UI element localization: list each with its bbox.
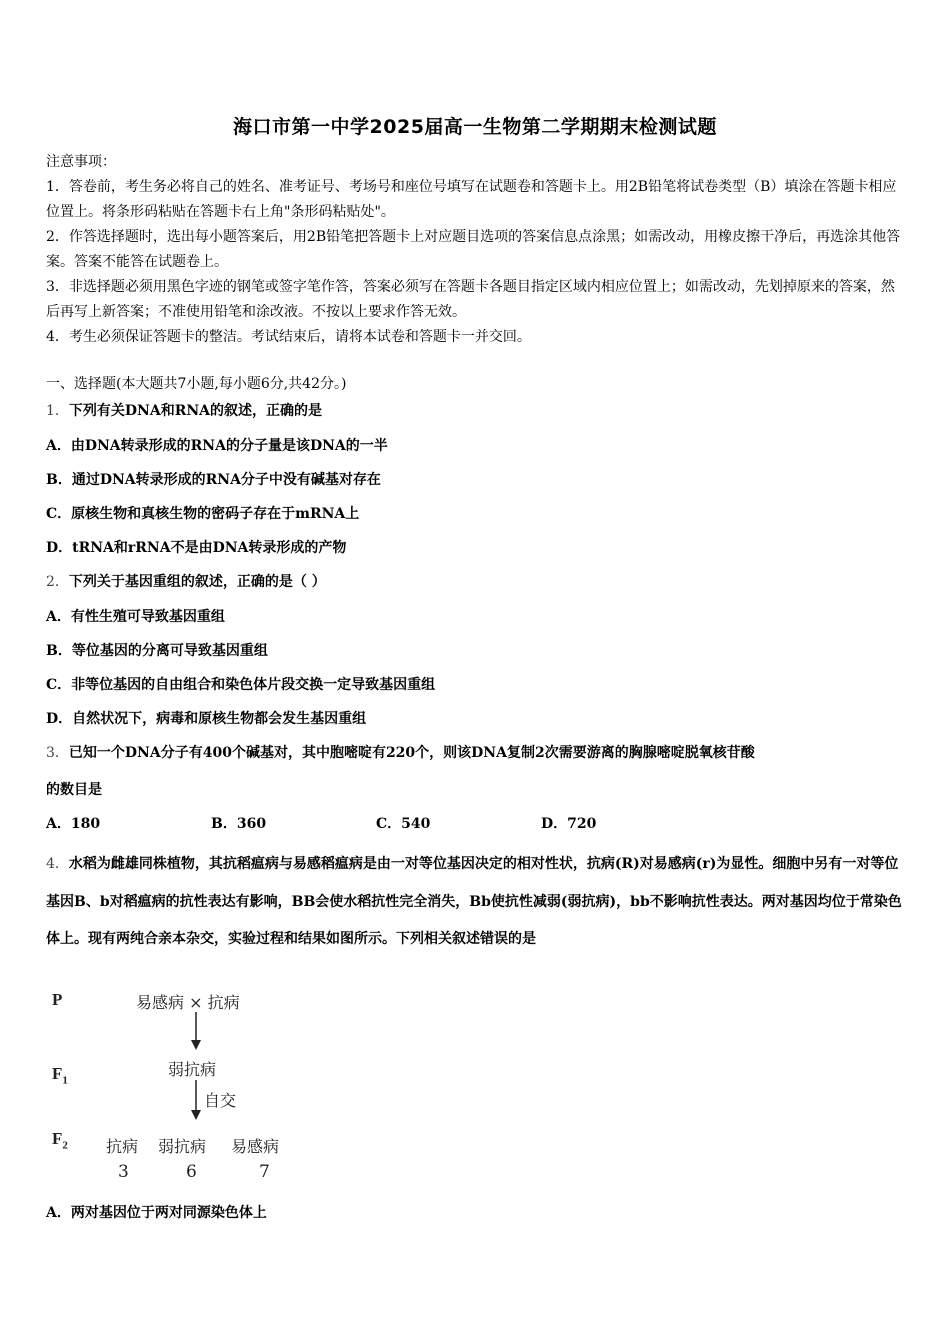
option-label: D． [46,540,73,556]
notes-item: 3．非选择题必须用黑色字迹的钢笔或签字笔作答，答案必须写在答题卡各题目指定区域内相应位置上；如需改动，先划掉原来的答案，然后再写上新答案；不准使用铅笔和涂改液。不按以上要求作答无效。 [46,279,895,320]
f1-subscript: 1 [62,1074,68,1087]
arrow-down-icon [186,1012,206,1052]
option-text: 360 [236,816,267,832]
question-number: 2． [46,574,69,590]
q1-option-d[interactable] [46,537,346,557]
q3-option-a[interactable] [46,813,100,833]
arrow-down-icon [186,1080,206,1122]
page-title: 海口市第一中学2025届高一生物第二学期期末检测试题 [233,116,717,138]
q3-option-c[interactable] [376,813,430,833]
notes-item: 2．作答选择题时，选出每小题答案后，用2B铅笔把答题卡上对应题目选项的答案信息点涂黑；如需改动，用橡皮擦干净后，再选涂其他答案。答案不能答在试题卷上。 [46,229,901,270]
selfing-label: 自交 [204,1091,237,1110]
notes-item: 1．答卷前，考生务必将自己的姓名、准考证号、考场号和座位号填写在试题卷和答题卡上。用2B铅笔将试卷类型（B）填涂在答题卡相应位置上。将条形码粘贴在答题卡右上角"条形码粘贴处"。 [46,179,897,220]
notes-block [46,150,908,350]
question-4 [46,846,908,959]
q1-option-b[interactable] [46,469,381,489]
f2-subscript: 2 [62,1139,68,1152]
question-text: 下列有关DNA和RNA的叙述，正确的是 [68,403,323,419]
option-text: 由DNA转录形成的RNA的分子量是该DNA的一半 [70,438,388,454]
question-text: 水稻为雌雄同株植物，其抗稻瘟病与易感稻瘟病是由一对等位基因决定的相对性状，抗病(R)对易感病(r)为显性。细胞中另有一对等位基因B、b对稻瘟病的抗性表达有影响，BB会使水稻抗性完全消失，Bb使抗性减弱(弱抗病)，bb不影响抗性表达。两对基因均位于常染色体上。现有两纯合亲本杂交，实验过程和结果如图所示。下列相关叙述错误的是 [46,856,902,947]
question-text: 下列关于基因重组的叙述，正确的是（ ） [68,574,326,590]
option-text: 自然状况下，病毒和原核生物都会发生基因重组 [72,711,367,727]
question-number: 4． [46,856,69,872]
option-label: D． [46,711,73,727]
parental-cross: 易感病 × 抗病 [136,993,240,1012]
option-text: 等位基因的分离可导致基因重组 [71,643,268,659]
q1-option-c[interactable] [46,503,359,523]
generation-f2-label [52,1129,68,1151]
f2-count-resistant: 3 [118,1162,129,1182]
option-text: 原核生物和真核生物的密码子存在于mRNA上 [71,506,360,522]
option-text: 非等位基因的自由组合和染色体片段交换一定导致基因重组 [71,677,436,693]
question-3 [46,742,755,762]
f1-phenotype: 弱抗病 [168,1060,217,1079]
question-text: 已知一个DNA分子有400个碱基对，其中胞嘧啶有220个，则该DNA复制2次需要游离的胸腺嘧啶脱氧核苷酸 [68,745,755,761]
q4-option-a[interactable] [46,1202,267,1222]
f2-phenotype-susceptible: 易感病 [231,1137,280,1156]
option-text: 两对基因位于两对同源染色体上 [70,1205,267,1221]
option-label: A． [46,438,71,454]
generation-f1-label [52,1064,68,1086]
option-text: 有性生殖可导致基因重组 [70,609,225,625]
option-text: 720 [567,816,597,832]
q2-option-d[interactable] [46,708,366,728]
option-label: A． [46,1205,71,1221]
option-text: 180 [70,816,101,832]
f1-letter: F [52,1064,63,1083]
f2-count-weak: 6 [186,1162,197,1182]
option-text: tRNA和rRNA不是由DNA转录形成的产物 [72,540,347,556]
question-1 [46,400,322,420]
q3-option-d[interactable] [541,813,596,833]
f2-phenotype-weak: 弱抗病 [158,1137,207,1156]
notes-heading: 注意事项： [46,154,116,170]
genetics-cross-diagram [46,984,306,1182]
option-label: A． [46,816,71,832]
option-text: 540 [401,816,431,832]
option-label: A． [46,609,71,625]
q2-option-c[interactable] [46,674,435,694]
option-label: D． [541,816,568,832]
q2-option-b[interactable] [46,640,268,660]
q1-option-a[interactable] [46,435,388,455]
option-label: B． [46,472,72,488]
option-label: B． [211,816,237,832]
section-heading: 一、选择题(本大题共7小题,每小题6分,共42分。) [46,376,347,392]
option-label: C． [376,816,402,832]
f2-count-susceptible: 7 [259,1162,270,1182]
option-label: B． [46,643,72,659]
option-label: C． [46,677,72,693]
question-number: 1． [46,403,69,419]
question-2 [46,571,326,591]
option-label: C． [46,506,72,522]
q2-option-a[interactable] [46,606,225,626]
f2-phenotype-resistant: 抗病 [106,1137,139,1156]
question-3-continued: 的数目是 [46,782,102,798]
f2-letter: F [52,1129,63,1148]
question-number: 3． [46,745,69,761]
notes-item: 4．考生必须保证答题卡的整洁。考试结束后，请将本试卷和答题卡一并交回。 [46,329,531,345]
option-text: 通过DNA转录形成的RNA分子中没有碱基对存在 [71,472,381,488]
q3-option-b[interactable] [211,813,266,833]
generation-p-label: P [52,990,63,1009]
